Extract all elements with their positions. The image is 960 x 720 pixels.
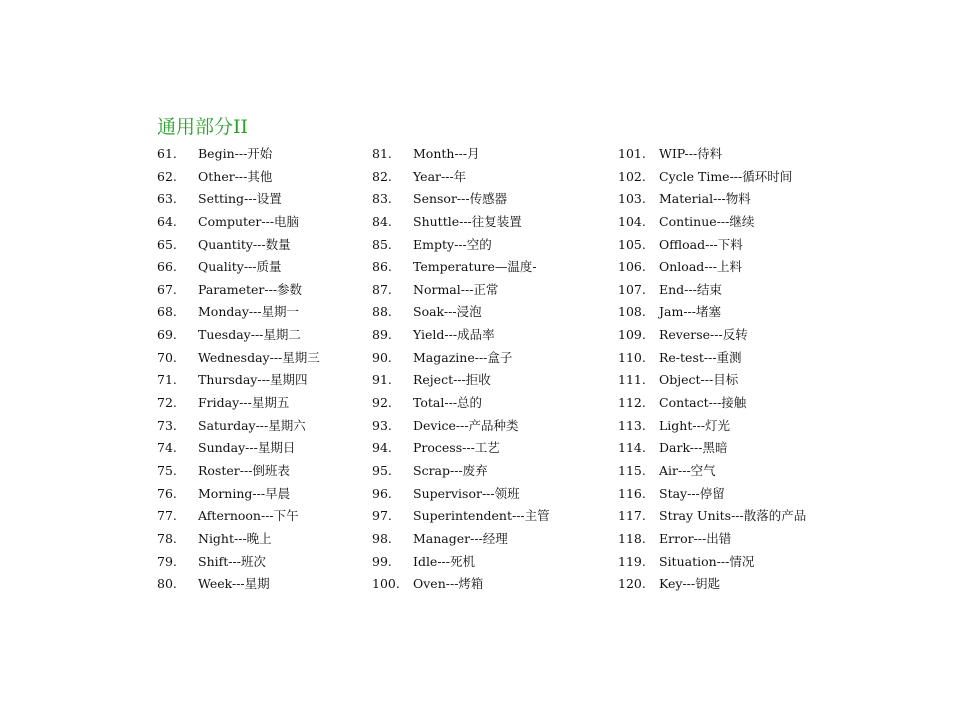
glossary-entry xyxy=(618,415,878,438)
entry-number: 61. xyxy=(157,146,177,161)
entry-term: Morning---早晨 xyxy=(198,485,291,501)
glossary-entry xyxy=(372,528,632,551)
entry-number: 99. xyxy=(372,553,392,569)
entry-term: Normal---正常 xyxy=(413,281,499,297)
entry-number: 64. xyxy=(157,213,177,229)
glossary-entry xyxy=(618,301,878,324)
entry-term: Object---目标 xyxy=(659,372,739,388)
entry-term: WIP---待料 xyxy=(659,146,723,161)
entry-term: Manager---经理 xyxy=(413,530,508,546)
entry-term: Onload---上料 xyxy=(659,259,742,275)
entry-term: Light---灯光 xyxy=(659,417,731,433)
entry-number: 71. xyxy=(157,372,177,388)
entry-number: 109. xyxy=(618,327,646,343)
entry-term: Thursday---星期四 xyxy=(198,372,308,388)
glossary-entry xyxy=(618,347,878,370)
entry-term: Shift---班次 xyxy=(198,553,266,569)
entry-number: 84. xyxy=(372,213,392,229)
glossary-entry xyxy=(618,188,878,211)
entry-term: Oven---烤箱 xyxy=(413,576,484,592)
glossary-entry xyxy=(618,460,878,483)
glossary-entry xyxy=(372,551,632,574)
glossary-entry xyxy=(372,460,632,483)
entry-number: 89. xyxy=(372,327,392,343)
entry-number: 94. xyxy=(372,440,392,456)
entry-term: Supervisor---领班 xyxy=(413,485,520,501)
entry-term: Month---月 xyxy=(413,146,480,161)
entry-number: 96. xyxy=(372,485,392,501)
entry-term: Tuesday---星期二 xyxy=(198,327,301,343)
entry-number: 77. xyxy=(157,508,177,524)
glossary-entry xyxy=(372,143,632,166)
entry-term: Idle---死机 xyxy=(413,553,476,569)
entry-number: 105. xyxy=(618,236,646,252)
glossary-entry xyxy=(618,279,878,302)
glossary-entry xyxy=(618,143,878,166)
entry-number: 112. xyxy=(618,395,646,411)
entry-term: Cycle Time---循环时间 xyxy=(659,168,793,184)
entry-number: 116. xyxy=(618,485,646,501)
entry-number: 78. xyxy=(157,530,177,546)
entry-number: 88. xyxy=(372,304,392,320)
glossary-entry xyxy=(372,188,632,211)
glossary-entry xyxy=(618,369,878,392)
entry-number: 98. xyxy=(372,530,392,546)
entry-term: Parameter---参数 xyxy=(198,281,303,297)
entry-term: Reverse---反转 xyxy=(659,327,748,343)
glossary-entry xyxy=(372,483,632,506)
entry-number: 86. xyxy=(372,259,392,275)
entry-number: 104. xyxy=(618,213,646,229)
entry-number: 67. xyxy=(157,281,177,297)
glossary-entry xyxy=(372,166,632,189)
glossary-entry xyxy=(618,211,878,234)
entry-term: Reject---拒收 xyxy=(413,372,491,388)
entry-number: 101. xyxy=(618,146,646,161)
entry-term: Saturday---星期六 xyxy=(198,417,306,433)
entry-term: Contact---接触 xyxy=(659,395,747,411)
entry-term: Yield---成品率 xyxy=(413,327,495,343)
glossary-entry xyxy=(618,437,878,460)
entry-term: Stay---停留 xyxy=(659,485,725,501)
glossary-entry xyxy=(372,256,632,279)
glossary-entry xyxy=(618,392,878,415)
glossary-column-2 xyxy=(372,143,632,596)
entry-term: Computer---电脑 xyxy=(198,213,300,229)
entry-term: Empty---空的 xyxy=(413,236,492,252)
entry-term: Year---年 xyxy=(413,168,467,184)
glossary-entry xyxy=(372,324,632,347)
entry-term: Roster---倒班表 xyxy=(198,462,290,478)
glossary-entry xyxy=(618,483,878,506)
entry-number: 65. xyxy=(157,236,177,252)
entry-term: Re-test---重测 xyxy=(659,349,742,365)
glossary-entry xyxy=(372,415,632,438)
entry-term: Quality---质量 xyxy=(198,259,282,275)
glossary-entry xyxy=(618,551,878,574)
entry-number: 76. xyxy=(157,485,177,501)
entry-number: 87. xyxy=(372,281,392,297)
entry-term: Friday---星期五 xyxy=(198,395,290,411)
entry-number: 108. xyxy=(618,304,646,320)
glossary-entry xyxy=(372,211,632,234)
glossary-entry xyxy=(372,505,632,528)
entry-term: Total---总的 xyxy=(413,395,483,411)
entry-number: 68. xyxy=(157,304,177,320)
entry-number: 80. xyxy=(157,576,177,592)
entry-term: Begin---开始 xyxy=(198,146,273,161)
entry-term: Continue---继续 xyxy=(659,213,755,229)
entry-term: Scrap---废弃 xyxy=(413,462,488,478)
entry-number: 93. xyxy=(372,417,392,433)
entry-number: 113. xyxy=(618,417,646,433)
entry-term: Process---工艺 xyxy=(413,440,500,456)
entry-term: Material---物料 xyxy=(659,191,751,207)
entry-term: Stray Units---散落的产品 xyxy=(659,508,807,524)
entry-term: Setting---设置 xyxy=(198,191,282,207)
entry-number: 120. xyxy=(618,576,646,592)
glossary-entry xyxy=(372,234,632,257)
glossary-entry xyxy=(372,437,632,460)
entry-term: Air---空气 xyxy=(659,462,716,478)
entry-number: 74. xyxy=(157,440,177,456)
glossary-entry xyxy=(618,166,878,189)
entry-number: 91. xyxy=(372,372,392,388)
entry-term: Shuttle---往复装置 xyxy=(413,213,522,229)
entry-number: 92. xyxy=(372,395,392,411)
entry-term: Temperature—温度- xyxy=(413,259,537,275)
glossary-entry xyxy=(618,528,878,551)
glossary-entry xyxy=(618,573,878,596)
entry-number: 75. xyxy=(157,462,177,478)
entry-term: Wednesday---星期三 xyxy=(198,349,320,365)
entry-term: Week---星期 xyxy=(198,576,270,592)
entry-number: 114. xyxy=(618,440,646,456)
entry-number: 63. xyxy=(157,191,177,207)
entry-term: Dark---黑暗 xyxy=(659,440,728,456)
entry-term: Night---晚上 xyxy=(198,530,272,546)
entry-number: 70. xyxy=(157,349,177,365)
section-title: 通用部分II xyxy=(157,116,249,138)
entry-term: End---结束 xyxy=(659,281,722,297)
entry-number: 103. xyxy=(618,191,646,207)
entry-number: 73. xyxy=(157,417,177,433)
glossary-entry xyxy=(372,369,632,392)
glossary-entry xyxy=(372,301,632,324)
entry-term: Sunday---星期日 xyxy=(198,440,296,456)
entry-number: 106. xyxy=(618,259,646,275)
entry-number: 119. xyxy=(618,553,646,569)
glossary-entry xyxy=(618,234,878,257)
entry-term: Superintendent---主管 xyxy=(413,508,550,524)
entry-term: Magazine---盒子 xyxy=(413,349,513,365)
entry-term: Key---钥匙 xyxy=(659,576,721,592)
entry-term: Monday---星期一 xyxy=(198,304,300,320)
entry-number: 111. xyxy=(618,372,646,388)
entry-term: Offload---下料 xyxy=(659,236,743,252)
entry-number: 95. xyxy=(372,462,392,478)
entry-number: 81. xyxy=(372,146,392,161)
entry-number: 79. xyxy=(157,553,177,569)
entry-number: 97. xyxy=(372,508,392,524)
entry-number: 100. xyxy=(372,576,400,592)
entry-number: 102. xyxy=(618,168,646,184)
glossary-entry xyxy=(618,505,878,528)
entry-number: 69. xyxy=(157,327,177,343)
entry-term: Other---其他 xyxy=(198,168,273,184)
entry-term: Quantity---数量 xyxy=(198,236,291,252)
entry-term: Situation---情况 xyxy=(659,553,755,569)
entry-number: 90. xyxy=(372,349,392,365)
entry-number: 85. xyxy=(372,236,392,252)
glossary-entry xyxy=(372,392,632,415)
entry-term: Error---出错 xyxy=(659,530,732,546)
entry-number: 107. xyxy=(618,281,646,297)
entry-term: Soak---浸泡 xyxy=(413,304,482,320)
glossary-column-3 xyxy=(618,143,878,596)
entry-number: 110. xyxy=(618,349,646,365)
entry-number: 115. xyxy=(618,462,646,478)
glossary-entry xyxy=(372,347,632,370)
entry-number: 118. xyxy=(618,530,646,546)
entry-number: 72. xyxy=(157,395,177,411)
entry-term: Sensor---传感器 xyxy=(413,191,508,207)
entry-term: Afternoon---下午 xyxy=(198,508,299,524)
entry-number: 62. xyxy=(157,168,177,184)
entry-term: Device---产品种类 xyxy=(413,417,519,433)
glossary-entry xyxy=(372,279,632,302)
entry-number: 66. xyxy=(157,259,177,275)
glossary-entry xyxy=(618,256,878,279)
entry-number: 82. xyxy=(372,168,392,184)
entry-number: 117. xyxy=(618,508,646,524)
entry-number: 83. xyxy=(372,191,392,207)
glossary-entry xyxy=(372,573,632,596)
glossary-entry xyxy=(618,324,878,347)
entry-term: Jam---堵塞 xyxy=(659,304,721,320)
